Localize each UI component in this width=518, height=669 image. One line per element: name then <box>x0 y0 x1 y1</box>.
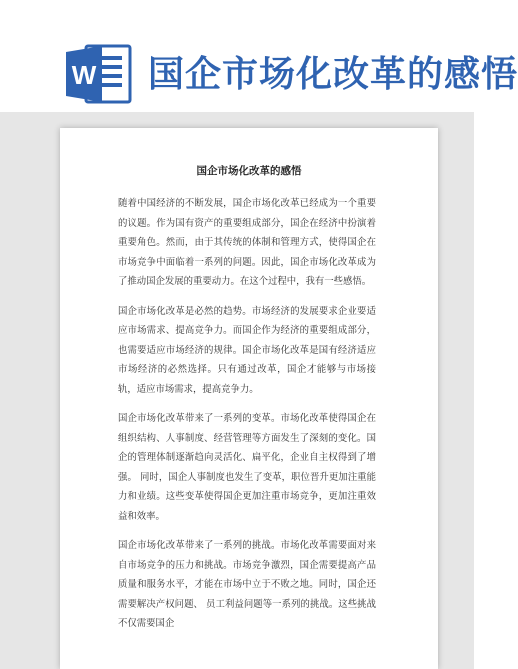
paragraph-4: 国企市场化改革带来了一系列的挑战。市场化改革需要面对来自市场竞争的压力和挑战。市场竞争激烈，国企需要提高产品质量和服务水平，才能在市场中立于不败之地。同时，国企还需要解决产权问题、 员工利益问题等一系列的挑战。这些挑战不仅需要国企 <box>118 540 376 629</box>
word-document-icon <box>64 42 134 106</box>
word-icon-letter: W <box>71 60 97 90</box>
document-body <box>118 194 376 644</box>
paragraph-1: 随着中国经济的不断发展，国企市场化改革已经成为一个重要的议题。作为国有资产的重要组成部分，国企在经济中扮演着重要角色。然而，由于其传统的体制和管理方式，使得国企在市场竞争中面临着一系列的问题。因此，国企市场化改革成为了推动国企发展的重要动力。在这个过程中，我有一些感悟。 <box>118 198 376 287</box>
paragraph-3: 国企市场化改革带来了一系列的变革。市场化改革使得国企在组织结构、人事制度、经营管理等方面发生了深刻的变化。国企的管理体制逐渐趋向灵活化、扁平化，企业自主权得到了增强。 同时，国企人事制度也发生了变革，职位晋升更加注重能力和业绩。这些变革使得国企更加注重市场竞争，更加注重效益和效率。 <box>118 413 376 522</box>
document-title: 国企市场化改革的感悟 <box>196 165 302 177</box>
paragraph-2: 国企市场化改革是必然的趋势。市场经济的发展要求企业要适应市场需求、提高竞争力。而国企作为经济的重要组成部分，也需要适应市场经济的规律。国企市场化改革是国有经济适应市场经济的必然选择。只有通过改革，国企才能够与市场接轨，适应市场需求，提高竞争力。 <box>118 305 376 395</box>
header-banner <box>0 0 518 130</box>
header-title: 国企市场化改革的感悟 <box>148 53 518 95</box>
document-page <box>60 128 438 669</box>
